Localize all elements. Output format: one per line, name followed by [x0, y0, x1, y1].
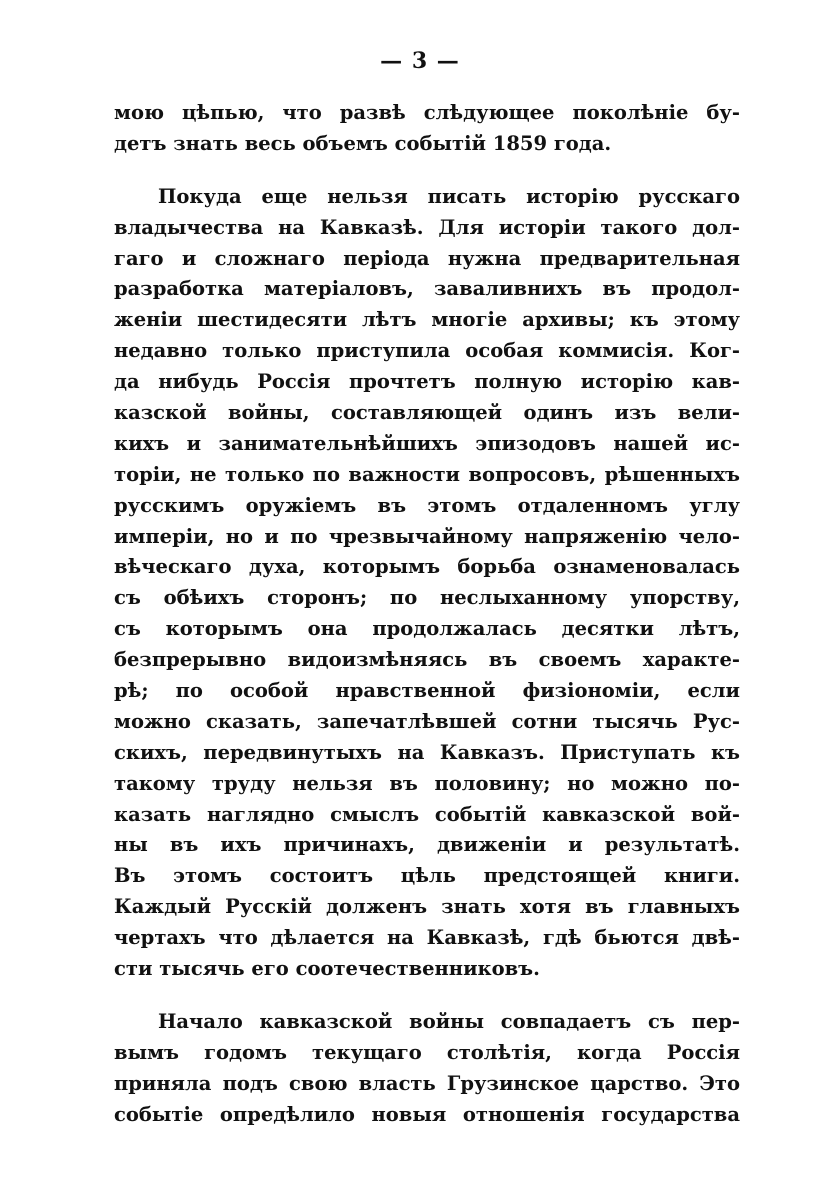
text-line: чертахъ что дѣлается на Кавказѣ, гдѣ бьются двѣ- — [114, 926, 740, 950]
text-line: Каждый Русскій долженъ знать хотя въ главныхъ — [114, 895, 740, 919]
text-line: скихъ, передвинутыхъ на Кавказъ. Приступать къ — [114, 740, 740, 764]
text-line: сти тысячь его соотечественниковъ. — [114, 957, 540, 981]
text-line: гаго и сложнаго періода нужна предварительная — [114, 246, 740, 270]
text-line: приняла подъ свою власть Грузинское царство. Это — [114, 1071, 740, 1095]
paragraph-3 — [114, 1007, 740, 1131]
text-line: мою цѣпью, что развѣ слѣдующее поколѣніе бу- — [114, 101, 740, 124]
text-line: съ обѣихъ сторонъ; по неслыханному упорству, — [114, 586, 740, 610]
page-number: — 3 — — [380, 48, 460, 74]
text-line: недавно только приступила особая коммисія. Ког- — [114, 339, 740, 363]
text-line: казать наглядно смыслъ событій кавказской вой- — [114, 802, 740, 826]
text-line: казской войны, составляющей одинъ изъ вели- — [114, 401, 740, 425]
text-column — [114, 98, 740, 1131]
text-line: торіи, не только по важности вопросовъ, рѣшенныхъ — [114, 462, 740, 486]
text-line: владычества на Кавказѣ. Для исторіи такого дол- — [114, 215, 740, 239]
text-line: рѣ; по особой нравственной физіономіи, если — [114, 679, 740, 703]
text-line: Въ этомъ состоитъ цѣль предстоящей книги. — [114, 864, 740, 888]
text-line: ны въ ихъ причинахъ, движеніи и результатѣ. — [114, 833, 740, 857]
text-line: съ которымъ она продолжалась десятки лѣтъ, — [114, 617, 740, 641]
paragraph-2 — [114, 182, 740, 985]
text-line: женіи шестидесяти лѣтъ многіе архивы; къ этому — [114, 308, 740, 332]
text-line: вѣческаго духа, которымъ борьба ознаменовалась — [114, 555, 740, 579]
text-line: детъ знать весь объемъ событій 1859 года. — [114, 131, 612, 155]
text-line: безпрерывно видоизмѣняясь въ своемъ характе- — [114, 648, 740, 672]
text-line: да нибудь Россія прочтетъ полную исторію кав- — [114, 370, 740, 394]
text-line: кихъ и занимательнѣйшихъ эпизодовъ нашей ис- — [114, 431, 740, 455]
text-line: можно сказать, запечатлѣвшей сотни тысячь Рус- — [114, 709, 740, 733]
text-line: такому труду нельзя въ половину; но можно по- — [114, 771, 740, 795]
text-line: имперіи, но и по чрезвычайному напряженію чело- — [114, 524, 740, 548]
text-line: Начало кавказской войны совпадаетъ съ пер- — [158, 1009, 740, 1033]
text-line: событіе опредѣлило новыя отношенія государства — [114, 1102, 740, 1126]
paragraph-1 — [114, 98, 740, 160]
text-line: разработка матеріаловъ, заваливнихъ въ продол- — [114, 277, 740, 301]
text-line: вымъ годомъ текущаго столѣтія, когда Россія — [114, 1040, 740, 1064]
text-line: Покуда еще нельзя писать исторію русскаго — [158, 184, 740, 208]
text-line: русскимъ оружіемъ въ этомъ отдаленномъ углу — [114, 493, 740, 517]
